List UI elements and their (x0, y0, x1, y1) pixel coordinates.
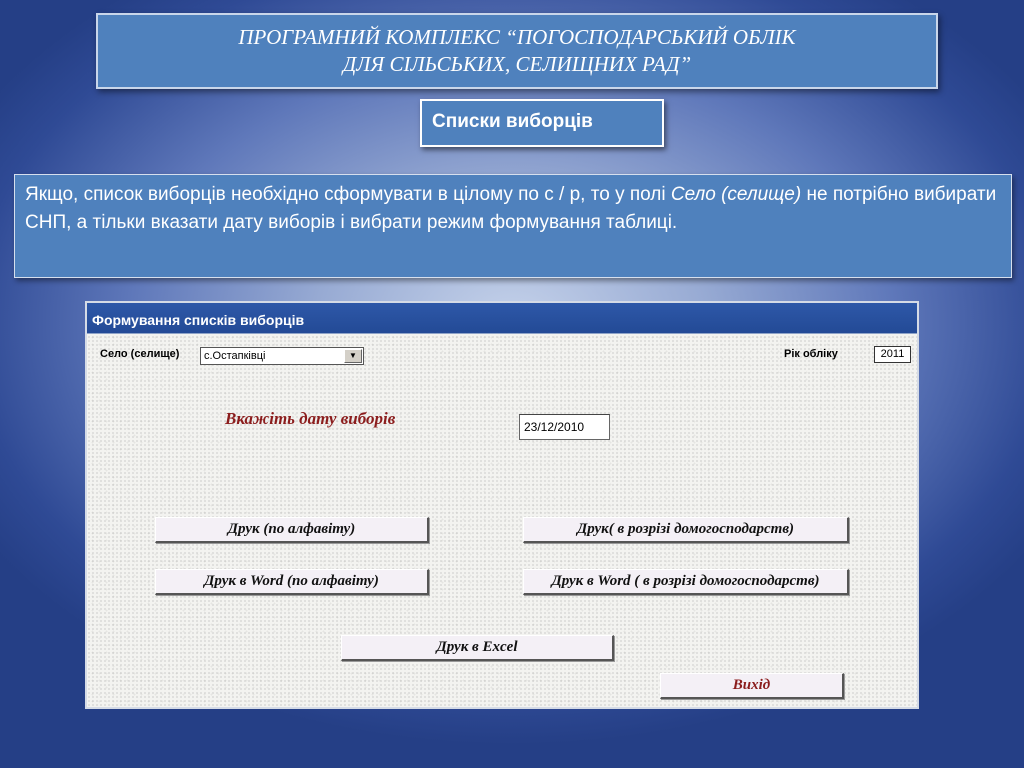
chevron-down-icon[interactable]: ▼ (344, 349, 362, 363)
election-date-input[interactable]: 23/12/2010 (519, 414, 610, 440)
date-prompt: Вкажіть дату виборів (225, 409, 396, 428)
slide-subtitle: Списки виборців (420, 99, 664, 147)
excel-print-button[interactable]: Друк в Excel (341, 635, 614, 661)
year-label: Рік обліку (784, 348, 838, 360)
word-alphabetical-button[interactable]: Друк в Word (по алфавіту) (155, 569, 429, 595)
village-select-value: с.Остапківці (204, 350, 266, 362)
print-by-household-button[interactable]: Друк( в розрізі домогосподарств) (523, 517, 849, 543)
slide-title-line1: ПРОГРАМНИЙ КОМПЛЕКС “ПОГОСПОДАРСЬКИЙ ОБЛІК (238, 25, 796, 49)
info-text (14, 174, 1012, 278)
info-text-emphasis: Село (селище) (670, 184, 802, 205)
year-field[interactable]: 2011 (874, 346, 911, 363)
print-alphabetical-button[interactable]: Друк (по алфавіту) (155, 517, 429, 543)
slide-title-line2: ДЛЯ СІЛЬСЬКИХ, СЕЛИЩНИХ РАД” (342, 52, 692, 76)
village-select[interactable] (200, 347, 364, 365)
slide-title (96, 13, 938, 89)
exit-button[interactable]: Вихід (660, 673, 844, 699)
info-text-part1: Якщо, список виборців необхідно сформувати в цілому по с / р, то у полі (25, 184, 671, 205)
info-text-part2: не потрібно вибирати СНП, а тільки вказати дату виборів і вибрати режим формування таблиці. (25, 184, 997, 233)
village-label: Село (селище) (100, 348, 180, 360)
window-title: Формування списків виборців (87, 303, 917, 334)
election-list-window (85, 301, 919, 709)
word-by-household-button[interactable]: Друк в Word ( в розрізі домогосподарств) (523, 569, 849, 595)
